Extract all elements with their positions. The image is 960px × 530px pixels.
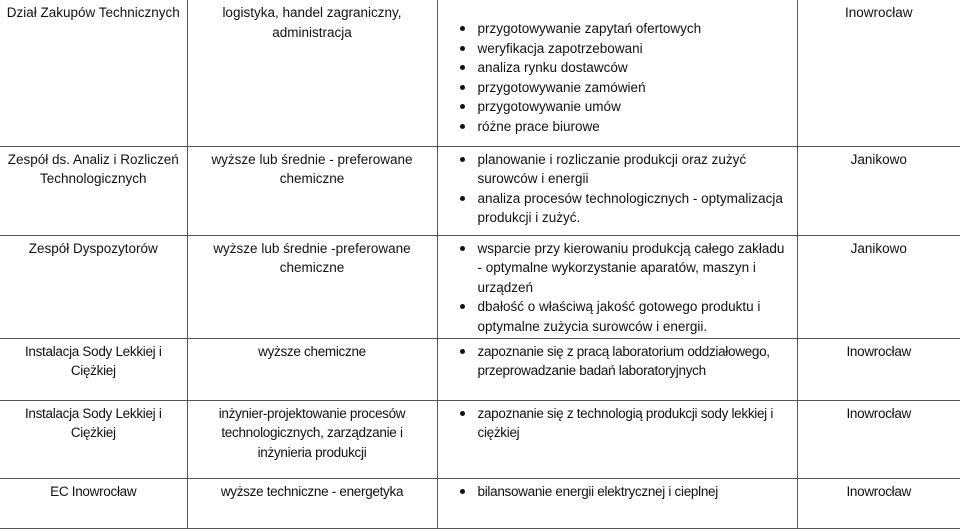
tasks-cell xyxy=(437,235,797,338)
location-cell: Inowrocław xyxy=(797,338,960,400)
table-row xyxy=(0,478,960,528)
tasks-cell xyxy=(437,338,797,400)
location-cell: Janikowo xyxy=(797,235,960,338)
tasks-cell xyxy=(437,0,797,146)
tasks-cell xyxy=(437,478,797,528)
table-row xyxy=(0,146,960,235)
task-item: dbałość o właściwą jakość gotowego produktu i optymalne zużycia surowców i energii. xyxy=(444,297,791,336)
table-row xyxy=(0,235,960,338)
education-cell: logistyka, handel zagraniczny, administracja xyxy=(187,0,437,146)
task-item: przygotowywanie zamówień xyxy=(444,78,791,98)
unit-cell: Instalacja Sody Lekkiej i Ciężkiej xyxy=(0,338,187,400)
table-row xyxy=(0,0,960,146)
tasks-cell xyxy=(437,146,797,235)
task-list xyxy=(444,404,791,443)
unit-cell: Instalacja Sody Lekkiej i Ciężkiej xyxy=(0,400,187,478)
task-list xyxy=(444,3,791,136)
task-item: analiza rynku dostawców xyxy=(444,58,791,78)
task-item: bilansowanie energii elektrycznej i cieplnej xyxy=(444,482,791,502)
unit-cell: Dział Zakupów Technicznych xyxy=(0,0,187,146)
unit-cell: Zespół ds. Analiz i Rozliczeń Technologicznych xyxy=(0,146,187,235)
task-item: przygotowywanie zapytań ofertowych xyxy=(444,19,791,39)
location-cell: Inowrocław xyxy=(797,400,960,478)
task-item: wsparcie przy kierowaniu produkcją całego zakładu - optymalne wykorzystanie aparatów, maszyn i urządzeń xyxy=(444,239,791,298)
task-item: weryfikacja zapotrzebowani xyxy=(444,39,791,59)
education-cell: wyższe lub średnie -preferowane chemiczne xyxy=(187,235,437,338)
location-cell: Inowrocław xyxy=(797,478,960,528)
task-list xyxy=(444,239,791,337)
education-cell: wyższe lub średnie - preferowane chemiczne xyxy=(187,146,437,235)
task-item: przygotowywanie umów xyxy=(444,97,791,117)
task-list xyxy=(444,342,791,381)
location-cell: Janikowo xyxy=(797,146,960,235)
tasks-cell xyxy=(437,400,797,478)
unit-cell: EC Inowrocław xyxy=(0,478,187,528)
unit-cell: Zespół Dyspozytorów xyxy=(0,235,187,338)
task-item: zapoznanie się z technologią produkcji sody lekkiej i ciężkiej xyxy=(444,404,791,443)
task-item: planowanie i rozliczanie produkcji oraz zużyć surowców i energii xyxy=(444,150,791,189)
task-item: analiza procesów technologicznych - optymalizacja produkcji i zużyć. xyxy=(444,189,791,228)
education-cell: inżynier-projektowanie procesów technologicznych, zarządzanie i inżynieria produkcji xyxy=(187,400,437,478)
education-cell: wyższe chemiczne xyxy=(187,338,437,400)
table-row xyxy=(0,400,960,478)
location-cell: Inowrocław xyxy=(797,0,960,146)
task-item: zapoznanie się z pracą laboratorium oddziałowego, przeprowadzanie badań laboratoryjnych xyxy=(444,342,791,381)
task-list xyxy=(444,482,791,502)
task-item: różne prace biurowe xyxy=(444,117,791,137)
task-list xyxy=(444,150,791,228)
table-row xyxy=(0,338,960,400)
education-cell: wyższe techniczne - energetyka xyxy=(187,478,437,528)
